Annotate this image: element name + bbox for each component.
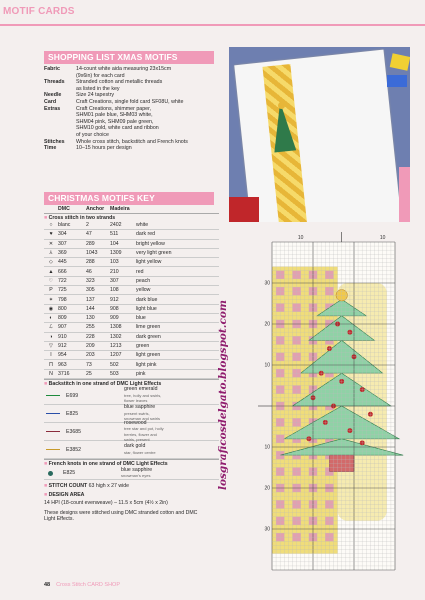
madeira-code: 1308 [110, 324, 122, 331]
dmc-code: 369 [58, 250, 67, 257]
symbol-icon: ✶ [48, 296, 54, 303]
tick-label-top: 10 [379, 235, 386, 241]
madeira-code: 502 [110, 361, 119, 368]
tick-label-left: 10 [264, 362, 270, 369]
madeira-code: 108 [110, 287, 119, 294]
backstitch-line-icon [46, 395, 60, 397]
dmc-code: 307 [58, 240, 67, 247]
colour-name: lime green [136, 324, 161, 331]
shopping-label: Needle [44, 92, 62, 99]
dmc-code: 912 [58, 343, 67, 349]
backstitch-code: E699 [66, 392, 79, 399]
shopping-text: Craft Creations, single fold card SF08U, white [76, 98, 184, 105]
backstitch-code: E825 [66, 410, 79, 417]
cross-stitch-heading: ■ Cross stitch in two strands [44, 213, 219, 221]
dmc-code: 722 [58, 277, 67, 284]
symbol-icon: ▽ [49, 343, 53, 349]
symbol-icon: ♥ [49, 231, 53, 238]
shopping-list [44, 66, 219, 152]
shopping-row [44, 106, 219, 139]
card-photo [229, 47, 410, 222]
colour-name: bright yellow [136, 240, 165, 247]
col-madeira: Madeira [110, 206, 130, 212]
dmc-code: 304 [58, 231, 67, 238]
symbol-icon: ✕ [48, 240, 54, 247]
backstitch-code: E3685 [66, 428, 82, 435]
madeira-code: 909 [110, 315, 119, 322]
shopping-label: Stitches [44, 138, 65, 145]
colour-name: very light green [136, 250, 172, 257]
madeira-code: 307 [110, 277, 119, 284]
tree-star [278, 102, 285, 109]
shopping-label: Card [44, 98, 57, 105]
anchor-code: 46 [86, 268, 92, 275]
shopping-label: Extras [44, 105, 61, 112]
colour-name: pink [136, 370, 146, 377]
tick-label-left: 10 [264, 444, 270, 451]
backstitch-code: E3852 [66, 446, 82, 453]
madeira-code: 511 [110, 231, 119, 238]
anchor-code: 288 [86, 259, 95, 266]
key-row [44, 249, 219, 258]
madeira-code: 908 [110, 305, 119, 312]
backstitch-heading: ■ Backstitch in one strand of DMC Light Effects [44, 379, 219, 387]
shopping-label: Fabric [44, 66, 60, 72]
shopping-row [44, 92, 219, 99]
symbol-icon: N [49, 370, 53, 377]
page-header [0, 6, 425, 26]
magazine-name: Cross Stitch CARD SHOP [56, 582, 120, 588]
colour-name: light green [136, 352, 161, 359]
shopping-text: Size 24 tapestry [76, 92, 114, 99]
col-dmc: DMC [58, 206, 70, 212]
tick-label-left: 20 [264, 485, 270, 492]
dmc-code: 910 [58, 333, 67, 340]
anchor-code: 209 [86, 343, 95, 349]
white-card [234, 50, 401, 222]
madeira-code: 1207 [110, 352, 122, 359]
symbol-icon: ◇ [49, 259, 53, 266]
anchor-code: 255 [86, 324, 95, 331]
symbol-icon: ○ [49, 222, 53, 229]
colour-name: light yellow [136, 259, 162, 266]
key-row [44, 360, 219, 369]
colour-name: blue [136, 315, 146, 322]
anchor-code: 2 [86, 222, 89, 229]
shopping-text: 14-count white aida measuring 23x15cm (9x6in) for each card [76, 66, 172, 79]
key-row [44, 351, 219, 360]
colour-name: green [136, 343, 150, 349]
shopping-row [44, 145, 219, 152]
anchor-code: 130 [86, 315, 95, 322]
symbol-icon: Π [49, 361, 53, 368]
backstitch-line-icon [46, 449, 60, 451]
key-row [44, 305, 219, 314]
colour-name: white [136, 222, 149, 229]
shopping-label: Time [44, 145, 57, 152]
colour-name: light pink [136, 361, 157, 368]
dmc-code: 954 [58, 352, 67, 359]
french-knot-row [44, 467, 219, 480]
anchor-code: 73 [86, 361, 92, 368]
key-row [44, 230, 219, 239]
backstitch-line-icon [46, 431, 60, 433]
colour-name: dark green [136, 333, 161, 340]
shopping-text: Craft Creations, shimmer paper, SHM01 pale blue, SHM03 white, SHM04 pink, SHM09 pale green, SHM10 gold, white card and ribbon of your choice [76, 105, 159, 138]
symbol-icon: ◑ [49, 333, 53, 340]
shopping-text: 10–15 hours per design [76, 145, 132, 152]
pink-ribbon [399, 167, 410, 222]
shopping-row [44, 99, 219, 106]
french-knot-name: blue sapphire snowman's eyes [121, 466, 153, 479]
chart-grid [258, 232, 408, 577]
key-row [44, 258, 219, 267]
shopping-text: Whole cross stitch, backstitch and French knots [76, 138, 188, 145]
col-anchor: Anchor [86, 206, 105, 212]
backstitch-line-icon [46, 413, 60, 415]
colour-name: red [136, 268, 144, 275]
key-row [44, 333, 219, 342]
shopping-label: Threads [44, 79, 65, 86]
colour-name: yellow [136, 287, 151, 294]
anchor-code: 305 [86, 287, 95, 294]
backstitch-row [44, 419, 219, 443]
french-knot-icon [48, 471, 53, 476]
madeira-code: 104 [110, 240, 119, 247]
symbol-icon: ℒ [49, 324, 53, 331]
dmc-code: 800 [58, 305, 67, 312]
backstitch-row [44, 441, 219, 459]
design-area-value: 14 HPI (18-count evenweave) – 11.5 x 5cm (4½ x 2in) [44, 500, 168, 507]
symbol-icon: I [50, 352, 52, 359]
anchor-code: 228 [86, 333, 95, 340]
colour-name: light blue [136, 305, 157, 312]
key-row [44, 277, 219, 286]
shopping-row [44, 79, 219, 92]
key-row [44, 267, 219, 276]
french-knots-heading: ■ French knots in one strand of DMC Light Effects [44, 459, 219, 467]
page-footer [44, 582, 120, 588]
anchor-code: 25 [86, 370, 92, 377]
key-row [44, 314, 219, 323]
colour-name: peach [136, 277, 151, 284]
anchor-code: 323 [86, 277, 95, 284]
backstitch-name: rosewood tree star and pot, holly berries, flower and swirls, present [124, 419, 164, 443]
tick-label-left: 30 [264, 526, 270, 533]
shopping-list-title: SHOPPING LIST XMAS MOTIFS [44, 51, 214, 64]
dmc-code: 907 [58, 324, 67, 331]
dmc-code: 963 [58, 361, 67, 368]
anchor-code: 137 [86, 296, 95, 303]
dmc-code: 798 [58, 296, 67, 303]
anchor-code: 203 [86, 352, 95, 359]
symbol-icon: ▲ [48, 268, 54, 275]
motifs-key-title: CHRISTMAS MOTIFS KEY [44, 192, 214, 205]
dmc-code: 445 [58, 259, 67, 266]
dmc-code: 725 [58, 287, 67, 294]
red-ribbon [229, 197, 259, 222]
anchor-code: 289 [86, 240, 95, 247]
design-area-label: ■ DESIGN AREA [44, 492, 85, 499]
shopping-text: Stranded cotton and metallic threads as listed in the key [76, 79, 163, 92]
madeira-code: 1213 [110, 343, 122, 349]
backstitch-name: blue sapphire present swirls, snowman and swirls [124, 404, 161, 422]
dmc-code: 809 [58, 315, 67, 322]
shopping-row [44, 139, 219, 146]
key-row [44, 286, 219, 295]
tick-label-left: 30 [264, 280, 270, 287]
backstitch-name: dark gold star, flower centre [124, 443, 156, 455]
shopping-row [44, 66, 219, 79]
madeira-code: 912 [110, 296, 119, 303]
header-rule [0, 24, 425, 26]
dmc-code: 3716 [58, 370, 70, 377]
tick-label-left: 20 [264, 321, 270, 328]
gift-blue [387, 75, 407, 87]
key-row [44, 323, 219, 332]
blog-watermark: losgraficosdelgato.blogspot.com [217, 300, 229, 490]
backstitch-row [44, 387, 219, 405]
anchor-code: 1043 [86, 250, 98, 257]
dmc-code: 666 [58, 268, 67, 275]
key-row [44, 221, 219, 230]
symbol-icon: ⅄ [49, 250, 53, 257]
motifs-key-table [44, 205, 219, 523]
madeira-code: 503 [110, 370, 119, 377]
madeira-code: 2402 [110, 222, 122, 229]
key-header-row [44, 205, 219, 213]
cross-stitch-chart [258, 232, 408, 577]
key-row [44, 295, 219, 304]
madeira-code: 1302 [110, 333, 122, 340]
anchor-code: 144 [86, 305, 95, 312]
key-note: These designs were stitched using DMC stranded cotton and DMC Light Effects. [44, 510, 198, 523]
symbol-icon: ◐ [49, 315, 53, 322]
key-row [44, 240, 219, 249]
backstitch-name: green emerald tree, holly and swirls, flower leaves [124, 386, 162, 404]
symbol-icon: Ρ [49, 287, 53, 294]
page-number: 48 [44, 582, 51, 588]
tick-label-top: 10 [297, 235, 304, 241]
dmc-code: blanc [58, 222, 71, 229]
key-row [44, 370, 219, 379]
symbol-icon: ◉ [48, 305, 54, 312]
key-row [44, 342, 219, 351]
gift-yellow [390, 53, 410, 70]
symbol-icon: ♡ [48, 277, 54, 284]
colour-name: dark red [136, 231, 156, 238]
madeira-code: 103 [110, 259, 119, 266]
section-title: MOTIF CARDS [3, 6, 75, 17]
madeira-code: 1309 [110, 250, 122, 257]
stitch-count: ■ STITCH COUNT 63 high x 27 wide [44, 483, 130, 490]
madeira-code: 210 [110, 268, 119, 275]
colour-name: dark blue [136, 296, 158, 303]
french-knot-code: E825 [63, 470, 76, 477]
anchor-code: 47 [86, 231, 92, 238]
